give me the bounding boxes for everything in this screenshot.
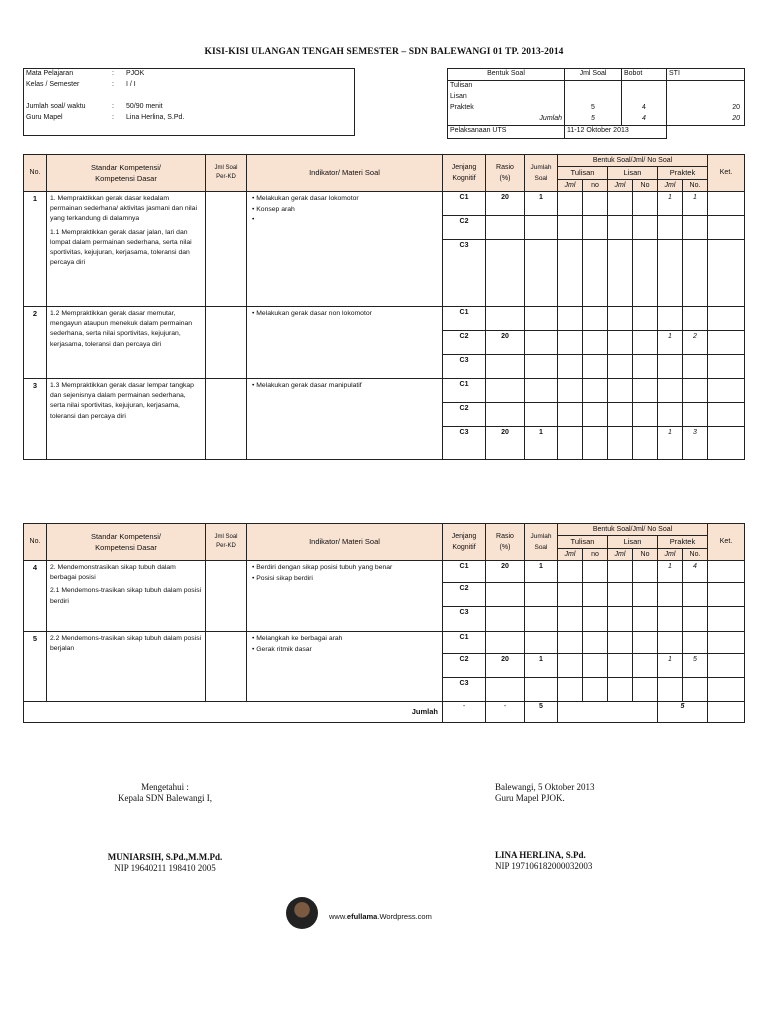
jenjang-cell: C1: [443, 307, 486, 331]
lisan-no-cell: [633, 379, 658, 403]
tulisan-jml-cell: [558, 427, 583, 460]
lisan-no-cell: [633, 583, 658, 607]
ket-cell: [708, 632, 745, 654]
info-label: [24, 91, 111, 102]
jml-soal-kd-cell: [206, 561, 247, 632]
indikator-item: • Melangkah ke berbagai arah: [252, 635, 343, 642]
total-label: Jumlah: [24, 702, 443, 723]
header-jumlah-soal: Jumlah Soal: [525, 524, 558, 561]
author-avatar-icon: [286, 897, 318, 929]
praktek-no-cell: [683, 403, 708, 427]
jenjang-cell: C2: [443, 403, 486, 427]
footer-website-link[interactable]: [329, 912, 432, 921]
info-colon: :: [112, 81, 114, 88]
jumlah-cell: [525, 403, 558, 427]
sk-kd-text: 2.2 Mendemons-trasikan sikap tubuh dalam posisi berjalan: [50, 635, 202, 653]
jumlah-cell: [525, 216, 558, 240]
info-header-jml: Jml Soal: [565, 69, 622, 81]
praktek-jml-cell: [658, 678, 683, 702]
tulisan-no-cell: [583, 561, 608, 583]
lisan-no-cell: [633, 561, 658, 583]
tulisan-no-cell: [583, 607, 608, 632]
jenjang-cell: C1: [443, 632, 486, 654]
sk-kd-cell: [47, 379, 206, 460]
lisan-no-cell: [633, 607, 658, 632]
praktek-jml-cell: 1: [658, 427, 683, 460]
rasio-cell: 20: [486, 427, 525, 460]
rasio-cell: 20: [486, 654, 525, 678]
info-bobot: [622, 92, 667, 103]
lisan-jml-cell: [608, 379, 633, 403]
sign-left-name: MUNIARSIH, S.Pd.,M.M.Pd.: [107, 852, 223, 862]
tulisan-no-cell: [583, 379, 608, 403]
tulisan-jml-cell: [558, 678, 583, 702]
lisan-jml-cell: [608, 403, 633, 427]
praktek-no-cell: 1: [683, 192, 708, 216]
indikator-item: • Melakukan gerak dasar manipulatif: [252, 382, 362, 389]
info-jml: 5: [565, 114, 622, 126]
tulisan-jml-cell: [558, 355, 583, 379]
ket-cell: [708, 331, 745, 355]
tulisan-jml-cell: [558, 632, 583, 654]
header-jenjang: Jenjang Kognitif: [443, 155, 486, 192]
header-sub-jml: Jml: [608, 549, 633, 561]
header-sk-kd: Standar Kompetensi/ Kompetensi Dasar: [47, 155, 206, 192]
jenjang-cell: C2: [443, 654, 486, 678]
header-sk-kd: Standar Kompetensi/ Kompetensi Dasar: [47, 524, 206, 561]
sk-kd-text: 1.2 Mempraktikkan gerak dasar memutar, mengayun ataupun menekuk dalam permainan sederhana, serta nilai sportivitas, kejujuran, kerjasama, toleransi dan percaya diri: [50, 310, 193, 348]
tulisan-jml-cell: [558, 654, 583, 678]
sign-left-name-block: [90, 852, 240, 874]
tulisan-no-cell: [583, 583, 608, 607]
info-value: PJOK: [124, 69, 355, 81]
ket-cell: [708, 427, 745, 460]
total-rasio: -: [486, 702, 525, 723]
total-row: [24, 702, 745, 723]
jenjang-cell: C3: [443, 427, 486, 460]
header-indikator: Indikator/ Materi Soal: [247, 155, 443, 192]
rasio-cell: [486, 240, 525, 307]
info-label: Mata Pelajaran: [24, 69, 111, 81]
table-row: [24, 307, 745, 331]
lisan-no-cell: [633, 216, 658, 240]
sk-kd-text: 1.1 Mempraktikkan gerak dasar jalan, lari dan lompat dalam permainan sederhana, serta nilai sportivitas, kejujuran, kerjasama, toleransi dan percaya diri: [50, 228, 192, 267]
info-label: Kelas / Semester: [24, 80, 111, 91]
total-ket: [708, 702, 745, 723]
header-ket: Ket.: [708, 155, 745, 192]
praktek-jml-cell: 1: [658, 192, 683, 216]
ket-cell: [708, 216, 745, 240]
jenjang-cell: C1: [443, 192, 486, 216]
jumlah-cell: 1: [525, 654, 558, 678]
info-bentuk: Praktek: [448, 103, 565, 114]
tulisan-jml-cell: [558, 216, 583, 240]
lisan-jml-cell: [608, 632, 633, 654]
lisan-no-cell: [633, 403, 658, 427]
rasio-cell: [486, 678, 525, 702]
praktek-jml-cell: [658, 307, 683, 331]
lisan-jml-cell: [608, 654, 633, 678]
total-jenjang: -: [443, 702, 486, 723]
tulisan-no-cell: [583, 240, 608, 307]
rasio-cell: [486, 607, 525, 632]
praktek-jml-cell: 1: [658, 561, 683, 583]
table-row: [24, 379, 745, 403]
lisan-no-cell: [633, 632, 658, 654]
info-sti: 20: [667, 103, 745, 114]
tulisan-no-cell: [583, 192, 608, 216]
rasio-cell: [486, 307, 525, 331]
header-sub-no-cap: No: [633, 180, 658, 192]
tulisan-no-cell: [583, 216, 608, 240]
lisan-no-cell: [633, 307, 658, 331]
sign-left-line2: Kepala SDN Balewangi I,: [118, 793, 212, 803]
tulisan-no-cell: [583, 654, 608, 678]
rasio-cell: [486, 216, 525, 240]
lisan-no-cell: [633, 427, 658, 460]
row-number: 1: [24, 192, 47, 307]
tulisan-no-cell: [583, 427, 608, 460]
indikator-cell: [247, 379, 443, 460]
praktek-no-cell: [683, 379, 708, 403]
kisi-table-1: [23, 154, 745, 460]
info-colon: :: [112, 103, 114, 110]
lisan-jml-cell: [608, 216, 633, 240]
row-number: 2: [24, 307, 47, 379]
header-sub-jml: Jml: [658, 549, 683, 561]
praktek-jml-cell: [658, 355, 683, 379]
header-sub-no-small: no: [583, 549, 608, 561]
praktek-no-cell: [683, 307, 708, 331]
info-bentuk: Tulisan: [448, 81, 565, 93]
ket-cell: [708, 561, 745, 583]
tulisan-jml-cell: [558, 607, 583, 632]
header-sub-jml: Jml: [558, 549, 583, 561]
info-bobot: 4: [622, 114, 667, 126]
header-sub-jml: Jml: [658, 180, 683, 192]
jenjang-cell: C2: [443, 583, 486, 607]
rasio-cell: [486, 632, 525, 654]
sk-kd-text: 1.3 Mempraktikkan gerak dasar lempar tangkap dan sejenisnya dalam permainan sederhana, serta nilai sportivitas, kejujuran, kerjasama, toleransi dan percaya diri: [50, 382, 194, 420]
jml-soal-kd-cell: [206, 379, 247, 460]
rasio-cell: [486, 379, 525, 403]
header-rasio: Rasio (%): [486, 155, 525, 192]
header-no: No.: [24, 524, 47, 561]
sign-right-name: LINA HERLINA, S.Pd.: [495, 850, 586, 860]
footer-suffix: .Wordpress.com: [377, 912, 432, 921]
info-header-sti: STI: [667, 69, 745, 81]
indikator-cell: [247, 561, 443, 632]
tulisan-no-cell: [583, 307, 608, 331]
page-title: KISI-KISI ULANGAN TENGAH SEMESTER – SDN BALEWANGI 01 TP. 2013-2014: [204, 47, 564, 57]
praktek-jml-cell: [658, 607, 683, 632]
sk-kd-cell: [47, 192, 206, 307]
info-value: [124, 91, 355, 102]
jumlah-cell: 1: [525, 427, 558, 460]
indikator-item: • Melakukan gerak dasar non lokomotor: [252, 310, 372, 317]
tulisan-jml-cell: [558, 192, 583, 216]
jenjang-cell: C2: [443, 216, 486, 240]
info-left-table: [23, 68, 355, 136]
ket-cell: [708, 355, 745, 379]
praktek-jml-cell: [658, 403, 683, 427]
sk-kd-text: 2. Mendemonstrasikan sikap tubuh dalam berbagai posisi: [50, 564, 176, 582]
info-sti: [667, 92, 745, 103]
tulisan-jml-cell: [558, 379, 583, 403]
info-sti: 20: [667, 114, 745, 126]
lisan-no-cell: [633, 678, 658, 702]
lisan-jml-cell: [608, 192, 633, 216]
total-jumlah: 5: [525, 702, 558, 723]
header-jumlah-soal: Jumlah Soal: [525, 155, 558, 192]
sign-right-name-block: [495, 850, 665, 872]
praktek-no-cell: 5: [683, 654, 708, 678]
praktek-no-cell: [683, 678, 708, 702]
sign-left-block: [100, 782, 230, 804]
header-ket: Ket.: [708, 524, 745, 561]
jumlah-cell: [525, 632, 558, 654]
header-jml-soal-kd: Jml Soal Per-KD: [206, 155, 247, 192]
jumlah-cell: 1: [525, 561, 558, 583]
tulisan-no-cell: [583, 331, 608, 355]
praktek-no-cell: [683, 607, 708, 632]
lisan-jml-cell: [608, 307, 633, 331]
header-tulisan: Tulisan: [558, 536, 608, 549]
sk-kd-cell: [47, 307, 206, 379]
sign-left-nip: NIP 19640211 198410 2005: [114, 863, 216, 873]
header-sub-no-dot: No.: [683, 549, 708, 561]
lisan-no-cell: [633, 192, 658, 216]
tulisan-no-cell: [583, 355, 608, 379]
praktek-no-cell: [683, 355, 708, 379]
table-row: [24, 192, 745, 216]
info-jml: [565, 92, 622, 103]
header-no: No.: [24, 155, 47, 192]
sign-left-line1: Mengetahui :: [141, 782, 189, 792]
tulisan-jml-cell: [558, 240, 583, 307]
lisan-jml-cell: [608, 607, 633, 632]
jenjang-cell: C1: [443, 379, 486, 403]
header-jml-soal-kd: Jml Soal Per-KD: [206, 524, 247, 561]
info-colon: :: [110, 113, 124, 136]
jenjang-cell: C1: [443, 561, 486, 583]
indikator-item: • Konsep arah: [252, 205, 295, 213]
indikator-item: •: [252, 216, 255, 223]
jumlah-cell: [525, 607, 558, 632]
info-label: Jumlah soal/ waktu: [24, 102, 111, 113]
info-jml: 5: [565, 103, 622, 114]
jumlah-cell: 1: [525, 192, 558, 216]
header-sub-jml: Jml: [608, 180, 633, 192]
table-row: [24, 561, 745, 583]
lisan-jml-cell: [608, 427, 633, 460]
info-value: 50/90 menit: [124, 102, 355, 113]
tulisan-jml-cell: [558, 403, 583, 427]
info-label: Guru Mapel: [24, 113, 111, 136]
sign-right-block: [495, 782, 655, 804]
sk-kd-cell: [47, 632, 206, 702]
footer-prefix: www.: [329, 912, 347, 921]
praktek-no-cell: [683, 632, 708, 654]
header-sub-no-dot: No.: [683, 180, 708, 192]
header-tulisan: Tulisan: [558, 167, 608, 180]
sk-kd-text: 2.1 Mendemons-trasikan sikap tubuh dalam posisi berdiri: [50, 587, 202, 605]
rasio-cell: [486, 583, 525, 607]
praktek-jml-cell: [658, 379, 683, 403]
jumlah-cell: [525, 379, 558, 403]
lisan-jml-cell: [608, 678, 633, 702]
header-jenjang: Jenjang Kognitif: [443, 524, 486, 561]
tulisan-no-cell: [583, 632, 608, 654]
header-sub-jml: Jml: [558, 180, 583, 192]
ket-cell: [708, 403, 745, 427]
jumlah-cell: [525, 331, 558, 355]
info-bentuk: Jumlah: [448, 114, 565, 126]
indikator-cell: [247, 307, 443, 379]
praktek-no-cell: 3: [683, 427, 708, 460]
header-praktek: Praktek: [658, 536, 708, 549]
lisan-no-cell: [633, 654, 658, 678]
rasio-cell: 20: [486, 192, 525, 216]
tulisan-jml-cell: [558, 331, 583, 355]
praktek-no-cell: [683, 216, 708, 240]
info-header-bobot: Bobot: [622, 69, 667, 81]
info-bobot: [622, 81, 667, 93]
ket-cell: [708, 240, 745, 307]
info-jml: [565, 81, 622, 93]
rasio-cell: [486, 355, 525, 379]
ket-cell: [708, 607, 745, 632]
ket-cell: [708, 307, 745, 331]
praktek-jml-cell: [658, 583, 683, 607]
jumlah-cell: [525, 678, 558, 702]
praktek-jml-cell: [658, 216, 683, 240]
jumlah-cell: [525, 240, 558, 307]
header-praktek: Praktek: [658, 167, 708, 180]
tulisan-no-cell: [583, 678, 608, 702]
row-number: 5: [24, 632, 47, 702]
header-sub-no-cap: No: [633, 549, 658, 561]
kisi-table-2: [23, 523, 745, 723]
jenjang-cell: C3: [443, 607, 486, 632]
table-row: [24, 632, 745, 654]
jml-soal-kd-cell: [206, 632, 247, 702]
sk-kd-cell: [47, 561, 206, 632]
sk-kd-text: 1. Mempraktikkan gerak dasar kedalam permainan sederhana/ aktivitas jasmani dan nilai yang terkandung di dalamnya: [50, 195, 197, 223]
sign-right-line1: Balewangi, 5 Oktober 2013: [495, 782, 595, 792]
info-bentuk: Lisan: [448, 92, 565, 103]
lisan-jml-cell: [608, 355, 633, 379]
jml-soal-kd-cell: [206, 307, 247, 379]
tulisan-jml-cell: [558, 307, 583, 331]
lisan-jml-cell: [608, 240, 633, 307]
info-sti: [667, 81, 745, 93]
tulisan-jml-cell: [558, 583, 583, 607]
jumlah-cell: [525, 355, 558, 379]
lisan-no-cell: [633, 355, 658, 379]
praktek-jml-cell: 1: [658, 654, 683, 678]
info-value: I / I: [124, 80, 355, 91]
ket-cell: [708, 678, 745, 702]
jenjang-cell: C2: [443, 331, 486, 355]
praktek-jml-cell: [658, 632, 683, 654]
praktek-no-cell: 2: [683, 331, 708, 355]
header-bentuk: Bentuk Soal/Jml/ No Soal: [558, 524, 708, 536]
ket-cell: [708, 654, 745, 678]
lisan-no-cell: [633, 240, 658, 307]
indikator-cell: [247, 192, 443, 307]
jml-soal-kd-cell: [206, 192, 247, 307]
praktek-no-cell: [683, 240, 708, 307]
lisan-jml-cell: [608, 561, 633, 583]
indikator-item: • Gerak ritmik dasar: [252, 645, 312, 653]
row-number: 4: [24, 561, 47, 632]
indikator-item: • Berdiri dengan sikap posisi tubuh yang benar: [252, 564, 393, 571]
info-colon: [110, 91, 124, 102]
jenjang-cell: C3: [443, 678, 486, 702]
ket-cell: [708, 379, 745, 403]
jumlah-cell: [525, 307, 558, 331]
rasio-cell: [486, 403, 525, 427]
info-colon: :: [110, 69, 124, 81]
header-lisan: Lisan: [608, 536, 658, 549]
jumlah-cell: [525, 583, 558, 607]
praktek-no-cell: [683, 583, 708, 607]
pelaksanaan-label: Pelaksanaan UTS: [448, 126, 565, 139]
praktek-jml-cell: [658, 240, 683, 307]
header-rasio: Rasio (%): [486, 524, 525, 561]
rasio-cell: 20: [486, 331, 525, 355]
indikator-item: • Posisi sikap berdiri: [252, 574, 313, 582]
tulisan-no-cell: [583, 403, 608, 427]
ket-cell: [708, 583, 745, 607]
header-indikator: Indikator/ Materi Soal: [247, 524, 443, 561]
lisan-jml-cell: [608, 583, 633, 607]
footer-brand: efullama: [346, 912, 378, 921]
praktek-no-cell: 4: [683, 561, 708, 583]
total-praktek: 5: [658, 702, 708, 723]
sign-right-nip: NIP 197106182000032003: [495, 861, 593, 871]
indikator-cell: [247, 632, 443, 702]
sign-right-line2: Guru Mapel PJOK.: [495, 793, 565, 803]
lisan-jml-cell: [608, 331, 633, 355]
header-sub-no-small: no: [583, 180, 608, 192]
info-bobot: 4: [622, 103, 667, 114]
info-value: Lina Herlina, S.Pd.: [124, 113, 355, 136]
info-right-table: [447, 68, 745, 139]
header-lisan: Lisan: [608, 167, 658, 180]
header-bentuk: Bentuk Soal/Jml/ No Soal: [558, 155, 708, 167]
jenjang-cell: C3: [443, 355, 486, 379]
rasio-cell: 20: [486, 561, 525, 583]
praktek-jml-cell: 1: [658, 331, 683, 355]
info-header-bentuk: Bentuk Soal: [448, 69, 565, 81]
indikator-item: • Melakukan gerak dasar lokomotor: [252, 195, 359, 202]
lisan-no-cell: [633, 331, 658, 355]
pelaksanaan-value: 11-12 Oktober 2013: [565, 126, 667, 139]
total-empty: [558, 702, 658, 723]
jenjang-cell: C3: [443, 240, 486, 307]
row-number: 3: [24, 379, 47, 460]
tulisan-jml-cell: [558, 561, 583, 583]
ket-cell: [708, 192, 745, 216]
